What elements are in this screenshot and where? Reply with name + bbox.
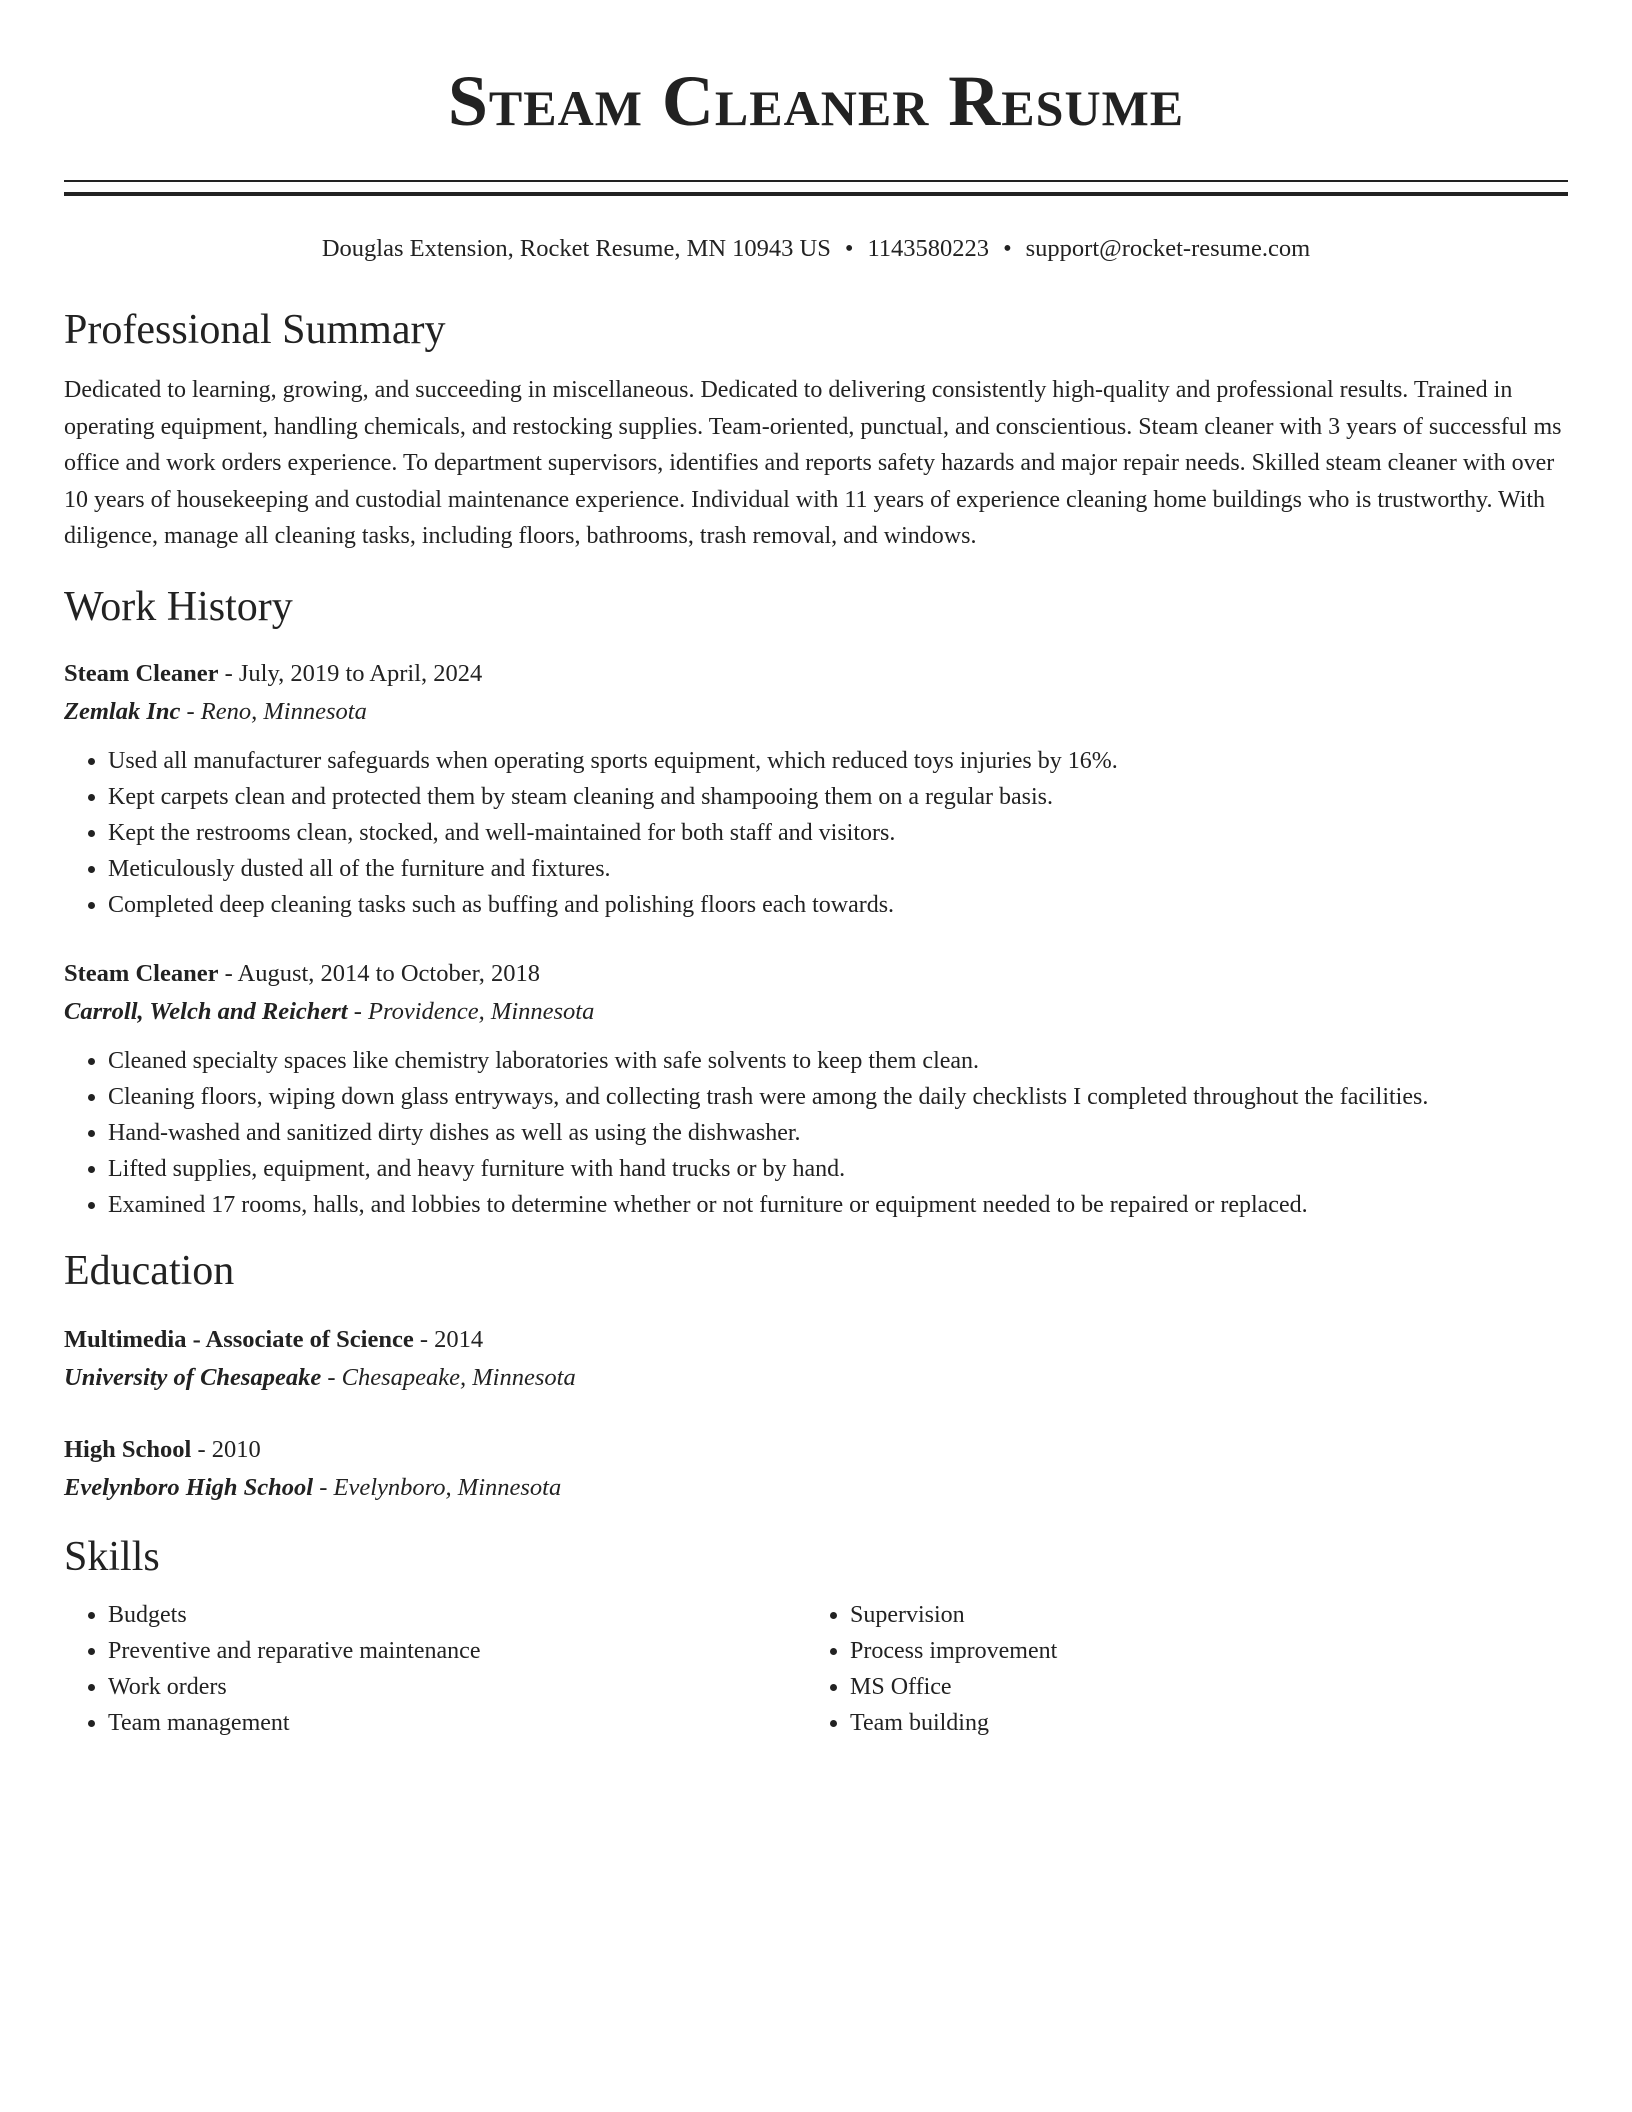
contact-phone: 1143580223 bbox=[867, 235, 990, 262]
dash: - bbox=[413, 1325, 435, 1353]
edu-degree-line bbox=[64, 1431, 1568, 1469]
edu-year: 2010 bbox=[211, 1435, 261, 1463]
edu-degree: High School bbox=[64, 1435, 192, 1463]
skills-list bbox=[64, 1597, 806, 1741]
edu-school: Evelynboro High School bbox=[64, 1473, 314, 1501]
job-bullet: • Cleaned specialty spaces like chemistry laboratories with safe solvents to keep them clean. bbox=[108, 1043, 1568, 1079]
edu-degree: Multimedia - Associate of Science bbox=[64, 1325, 414, 1353]
job-company: Carroll, Welch and Reichert bbox=[64, 997, 348, 1025]
job-bullet: • Kept the restrooms clean, stocked, and well-maintained for both staff and visitors. bbox=[108, 815, 1568, 851]
job-entry bbox=[64, 655, 1568, 923]
skill-item: • Budgets bbox=[108, 1597, 806, 1633]
skills-list bbox=[806, 1597, 1548, 1741]
dash: - bbox=[191, 1435, 212, 1463]
job-bullet: • Completed deep cleaning tasks such as buffing and polishing floors each towards. bbox=[108, 887, 1568, 923]
education-entry bbox=[64, 1431, 1568, 1507]
job-title: Steam Cleaner bbox=[64, 959, 219, 987]
skills-columns bbox=[64, 1597, 1568, 1741]
job-bullet: • Meticulously dusted all of the furniture and fixtures. bbox=[108, 851, 1568, 887]
job-bullet: • Examined 17 rooms, halls, and lobbies to determine whether or not furniture or equipment needed to be repaired or replaced. bbox=[108, 1187, 1568, 1223]
summary-text: Dedicated to learning, growing, and succeeding in miscellaneous. Dedicated to delivering consistently high-quality and professional results. Trained in operating equipment, handling chemicals, and restocking supplies. Team-oriented, punctual, and conscientious. Steam cleaner with 3 years of successful ms office and work orders experience. To department supervisors, identifies and reports safety hazards and major repair needs. Skilled steam cleaner with over 10 years of housekeeping and custodial maintenance experience. Individual with 11 years of experience cleaning home buildings who is trustworthy. With diligence, manage all cleaning tasks, including floors, bathrooms, trash removal, and windows. bbox=[64, 377, 1562, 549]
job-company: Zemlak Inc bbox=[64, 697, 181, 725]
skill-item: • Process improvement bbox=[850, 1633, 1548, 1669]
job-role-line bbox=[64, 655, 1568, 693]
job-bullet: • Cleaning floors, wiping down glass entryways, and collecting trash were among the daily checklists I completed throughout the facilities. bbox=[108, 1079, 1568, 1115]
contact-separator: • bbox=[844, 235, 854, 262]
edu-school-line bbox=[64, 1359, 1568, 1397]
edu-year: 2014 bbox=[434, 1325, 484, 1353]
contact-email: support@rocket-resume.com bbox=[1025, 235, 1311, 262]
job-bullets bbox=[64, 1043, 1568, 1223]
job-bullet: • Hand-washed and sanitized dirty dishes as well as using the dishwasher. bbox=[108, 1115, 1568, 1151]
skill-item: • Work orders bbox=[108, 1669, 806, 1705]
skills-column-right bbox=[806, 1597, 1548, 1741]
contact-line bbox=[64, 234, 1568, 264]
education-heading: Education bbox=[64, 1247, 235, 1294]
skills-column-left bbox=[64, 1597, 806, 1741]
job-bullet: • Kept carpets clean and protected them by steam cleaning and shampooing them on a regular basis. bbox=[108, 779, 1568, 815]
job-bullet: • Used all manufacturer safeguards when operating sports equipment, which reduced toys injuries by 16%. bbox=[108, 743, 1568, 779]
skill-item: • Preventive and reparative maintenance bbox=[108, 1633, 806, 1669]
job-company-line bbox=[64, 693, 1568, 731]
edu-school: University of Chesapeake bbox=[64, 1363, 322, 1391]
job-bullet: • Lifted supplies, equipment, and heavy furniture with hand trucks or by hand. bbox=[108, 1151, 1568, 1187]
dash: - bbox=[218, 659, 239, 687]
job-title: Steam Cleaner bbox=[64, 659, 219, 687]
summary-heading: Professional Summary bbox=[64, 307, 446, 353]
job-role-line bbox=[64, 955, 1568, 993]
title-double-rule bbox=[64, 180, 1568, 196]
dash: - bbox=[321, 1363, 342, 1391]
job-entry bbox=[64, 955, 1568, 1223]
skills-heading: Skills bbox=[64, 1533, 160, 1580]
resume-title: Steam Cleaner Resume bbox=[447, 61, 1185, 141]
dash: - bbox=[347, 997, 369, 1025]
edu-school-line bbox=[64, 1469, 1568, 1507]
edu-degree-line bbox=[64, 1321, 1568, 1359]
education-entry bbox=[64, 1321, 1568, 1397]
job-location: Reno, Minnesota bbox=[200, 697, 367, 725]
job-location: Providence, Minnesota bbox=[368, 997, 595, 1025]
edu-location: Evelynboro, Minnesota bbox=[333, 1473, 562, 1501]
edu-location: Chesapeake, Minnesota bbox=[341, 1363, 576, 1391]
skill-item: • Supervision bbox=[850, 1597, 1548, 1633]
contact-address: Douglas Extension, Rocket Resume, MN 10943 US bbox=[321, 235, 831, 262]
dash: - bbox=[180, 697, 201, 725]
job-dates: August, 2014 to October, 2018 bbox=[237, 959, 541, 987]
skill-item: • MS Office bbox=[850, 1669, 1548, 1705]
work-history-heading: Work History bbox=[64, 583, 293, 630]
skill-item: • Team management bbox=[108, 1705, 806, 1741]
dash: - bbox=[218, 959, 238, 987]
skill-item: • Team building bbox=[850, 1705, 1548, 1741]
job-bullets bbox=[64, 743, 1568, 923]
job-dates: July, 2019 to April, 2024 bbox=[238, 659, 483, 687]
contact-separator: • bbox=[1003, 235, 1012, 262]
dash: - bbox=[313, 1473, 334, 1501]
job-company-line bbox=[64, 993, 1568, 1031]
